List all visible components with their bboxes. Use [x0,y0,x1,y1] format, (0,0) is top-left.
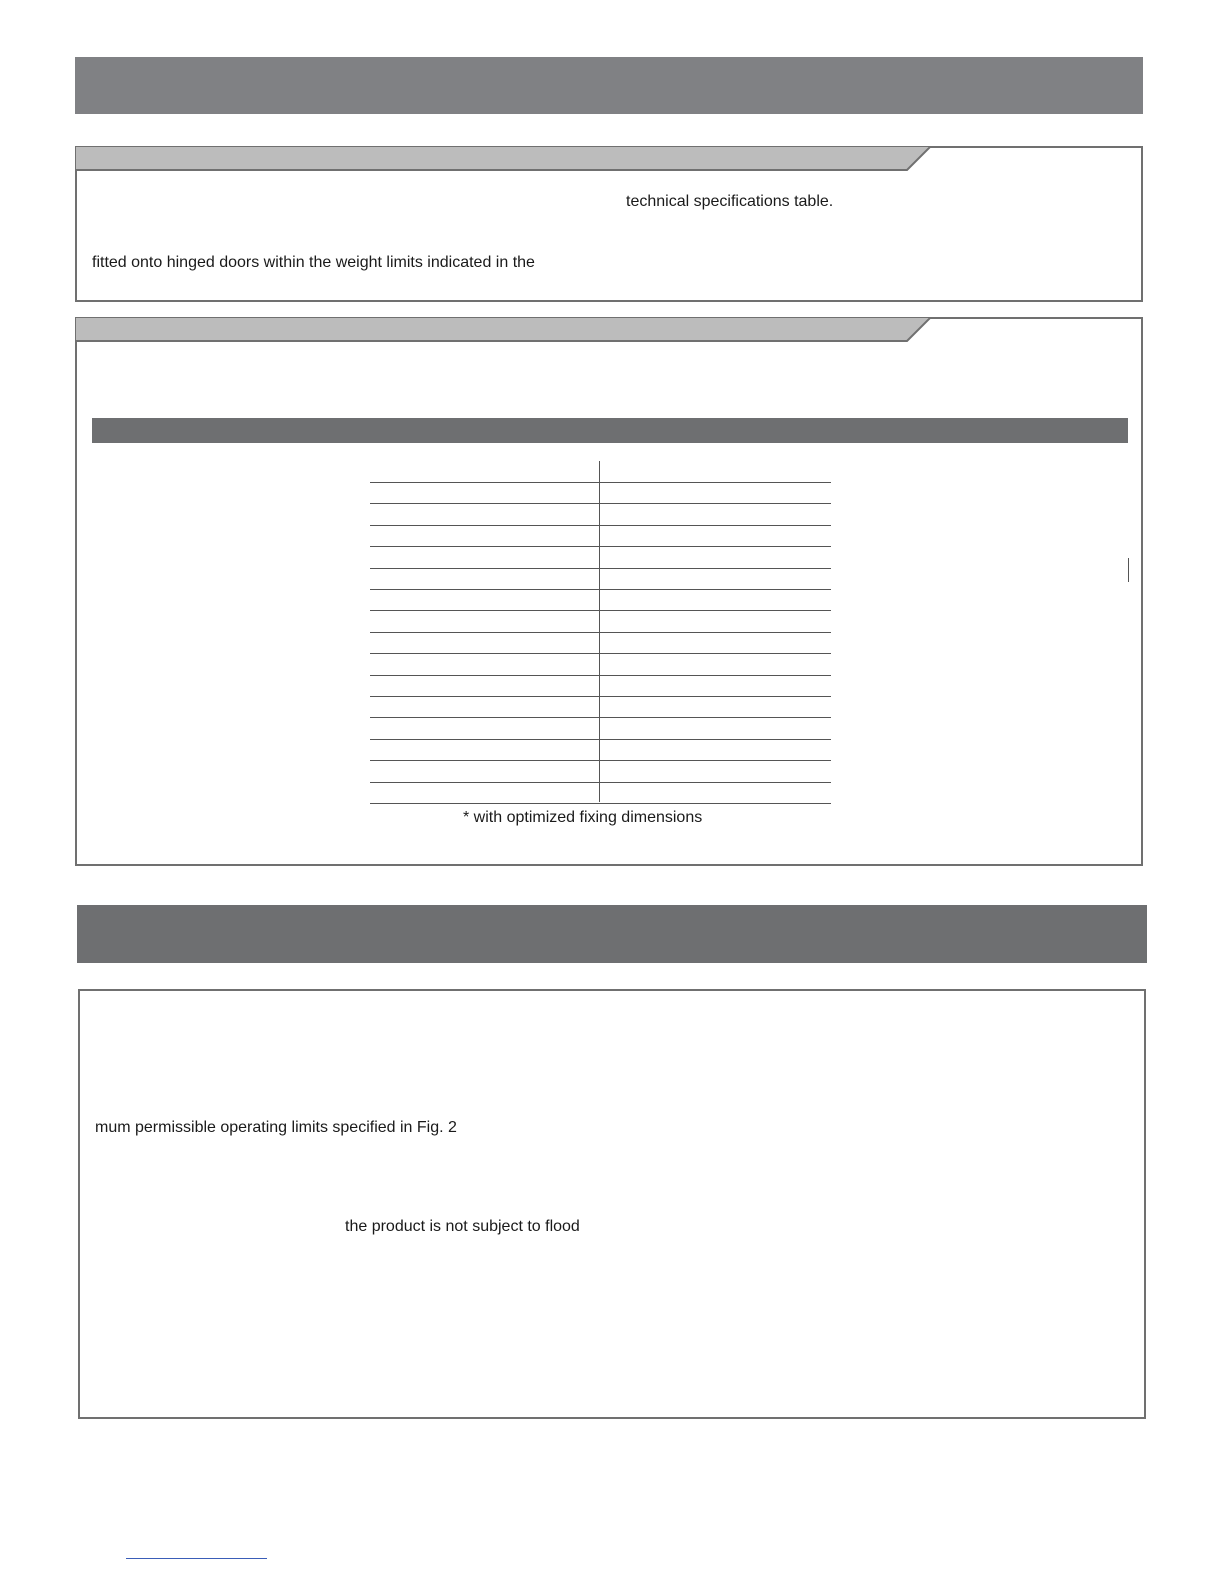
specs-table-row-rule [370,525,831,526]
specs-table-row-rule [370,503,831,504]
specs-table-row-rule [370,739,831,740]
specs-table-row-rule [370,696,831,697]
specs-table-row-rule [370,568,831,569]
top-header-band [75,57,1143,114]
section-box-installation-warnings [78,989,1146,1419]
specs-table-row-rule [370,675,831,676]
warnings-text-flood: the product is not subject to flood [345,1218,580,1235]
specs-table-row-rule [370,803,831,804]
specs-table-row-rule [370,589,831,590]
specs-table-row-rule [370,632,831,633]
specs-table-row-rule [370,546,831,547]
warnings-text-limits: mum permissible operating limits specified in Fig. 2 [95,1119,457,1136]
section-box-intended-use [75,146,1143,302]
specs-table-row-rule [370,610,831,611]
margin-tick-mark [1128,558,1129,582]
middle-header-band [77,905,1147,963]
specs-table-row-rule [370,760,831,761]
footer-link-underline[interactable] [126,1558,267,1559]
specs-table-row-rule [370,717,831,718]
section-tab-intended-use [75,146,933,171]
intended-use-text-right: technical specifications table. [626,193,834,210]
specs-table-row-rule [370,782,831,783]
section-tab-technical-specs [75,317,933,342]
specs-table-row-rule [370,653,831,654]
intended-use-text-left: fitted onto hinged doors within the weight limits indicated in the [92,254,535,271]
specs-table-header-bar [92,418,1128,443]
section-box-technical-specs [75,317,1143,866]
specs-table-row-rule [370,482,831,483]
specs-table-footnote: * with optimized fixing dimensions [463,809,703,826]
